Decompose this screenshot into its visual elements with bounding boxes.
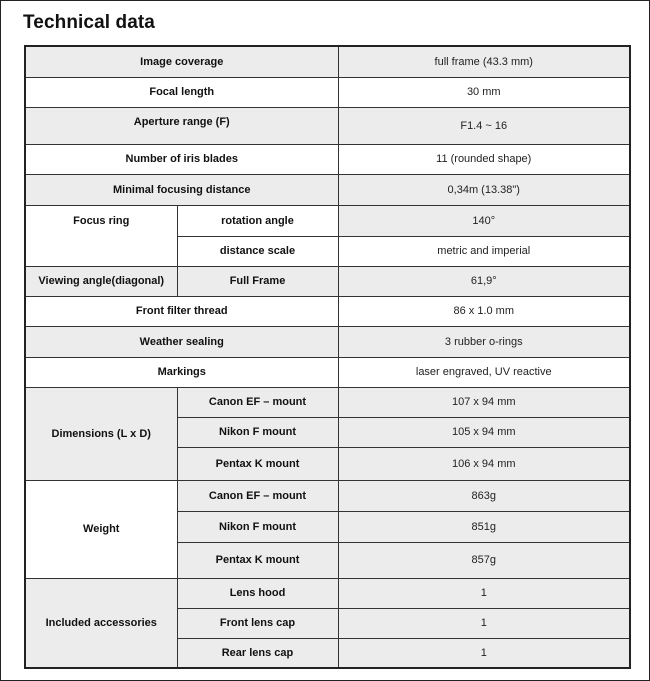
spec-value: 11 (rounded shape) — [338, 144, 630, 174]
spec-group-label: Included accessories — [25, 578, 177, 668]
technical-data-table — [24, 45, 631, 669]
page-title: Technical data — [23, 12, 155, 33]
spec-label: Focal length — [25, 77, 338, 107]
table-row — [25, 107, 630, 144]
spec-value: full frame (43.3 mm) — [338, 46, 630, 77]
table-row — [25, 387, 630, 417]
spec-group-label: Weight — [25, 480, 177, 578]
spec-value: 0,34m (13.38") — [338, 174, 630, 205]
spec-label: Number of iris blades — [25, 144, 338, 174]
table-row — [25, 205, 630, 236]
spec-sublabel: Nikon F mount — [177, 417, 338, 447]
spec-value: 107 x 94 mm — [338, 387, 630, 417]
spec-label: Image coverage — [25, 46, 338, 77]
spec-value: 3 rubber o-rings — [338, 326, 630, 357]
spec-value: 1 — [338, 638, 630, 668]
table-row — [25, 296, 630, 326]
table-row — [25, 326, 630, 357]
table-row — [25, 77, 630, 107]
table-row — [25, 266, 630, 296]
table-row — [25, 144, 630, 174]
spec-label: Markings — [25, 357, 338, 387]
table-row — [25, 46, 630, 77]
table-row — [25, 480, 630, 511]
spec-value: 105 x 94 mm — [338, 417, 630, 447]
table-row — [25, 578, 630, 608]
spec-group-label: Focus ring — [25, 205, 177, 266]
spec-value: 106 x 94 mm — [338, 447, 630, 480]
spec-group-label: Viewing angle(diagonal) — [25, 266, 177, 296]
spec-sublabel: Lens hood — [177, 578, 338, 608]
spec-sublabel: Rear lens cap — [177, 638, 338, 668]
table-row — [25, 174, 630, 205]
spec-value: F1.4 ~ 16 — [338, 107, 630, 144]
spec-sublabel: Nikon F mount — [177, 511, 338, 542]
spec-value: metric and imperial — [338, 236, 630, 266]
spec-sublabel: Canon EF – mount — [177, 387, 338, 417]
spec-value: 857g — [338, 542, 630, 578]
spec-label: Minimal focusing distance — [25, 174, 338, 205]
spec-sublabel: Full Frame — [177, 266, 338, 296]
spec-sublabel: Pentax K mount — [177, 542, 338, 578]
spec-group-label: Dimensions (L x D) — [25, 387, 177, 480]
spec-value: 86 x 1.0 mm — [338, 296, 630, 326]
table-row — [25, 357, 630, 387]
spec-sublabel: Front lens cap — [177, 608, 338, 638]
spec-label: Weather sealing — [25, 326, 338, 357]
spec-value: 851g — [338, 511, 630, 542]
spec-sublabel: distance scale — [177, 236, 338, 266]
spec-value: 61,9° — [338, 266, 630, 296]
spec-value: 1 — [338, 608, 630, 638]
spec-sublabel: Pentax K mount — [177, 447, 338, 480]
spec-value: 30 mm — [338, 77, 630, 107]
spec-value: 863g — [338, 480, 630, 511]
spec-value: 1 — [338, 578, 630, 608]
spec-sublabel: Canon EF – mount — [177, 480, 338, 511]
spec-value: laser engraved, UV reactive — [338, 357, 630, 387]
spec-value: 140° — [338, 205, 630, 236]
spec-sublabel: rotation angle — [177, 205, 338, 236]
spec-label: Aperture range (F) — [25, 107, 338, 144]
spec-label: Front filter thread — [25, 296, 338, 326]
